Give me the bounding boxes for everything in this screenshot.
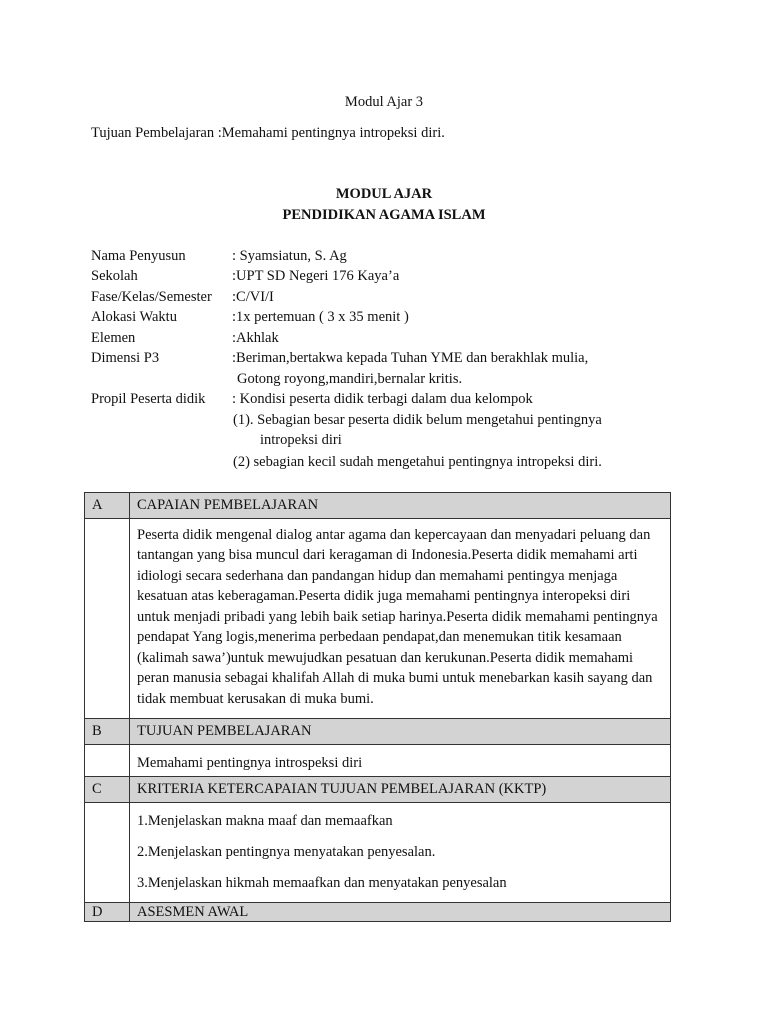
propil-group-2: (2) sebagian kecil sudah mengetahui pentingnya intropeksi diri. <box>233 454 602 470</box>
section-title: KRITERIA KETERCAPAIAN TUJUAN PEMBELAJARAN (KKTP) <box>130 777 671 803</box>
section-title: CAPAIAN PEMBELAJARAN <box>130 493 671 519</box>
info-value-fase: :C/VI/I <box>232 289 274 305</box>
heading-subject: PENDIDIKAN AGAMA ISLAM <box>282 207 486 223</box>
info-value-propil: : Kondisi peserta didik terbagi dalam dua kelompok <box>232 391 533 407</box>
section-a-body <box>85 518 671 719</box>
section-b-body <box>85 744 671 777</box>
section-b-header <box>85 719 671 745</box>
section-c-header <box>85 777 671 803</box>
info-label-propil: Propil Peserta didik <box>91 391 206 407</box>
propil-group-1: (1). Sebagian besar peserta didik belum mengetahui pentingnya <box>233 412 602 428</box>
heading-modul-ajar: MODUL AJAR <box>335 186 433 202</box>
info-label-elemen: Elemen <box>91 330 136 346</box>
document-title: Modul Ajar 3 <box>344 94 424 110</box>
section-d-header <box>85 903 671 922</box>
capaian-paragraph: Peserta didik mengenal dialog antar agama dan kepercayaan dan menyadari peluang dan tantangan yang bisa muncul dari keragaman di Indonesia.Peserta didik memahami arti idiologi secara sederhana dan pandangan hidup dan memahami pentingya menjaga kesatuan atas keberagaman.Peserta didik juga memahami pentingnya interopeksi diri untuk menjadi pribadi yang lebih baik setiap harinya.Peserta didik memahami pentingnya pendapat Yang logis,menerima perbedaan pendapat,dan menemukan titik kesamaan (kalimah sawa’)untuk mewujudkan pesatuan dan kerukunan.Peserta didik memahami peran manusia sebagai khalifah Allah di muka bumi untuk menebarkan kasih sayang dan tidak membuat kerusakan di muka bumi. <box>130 518 671 719</box>
kktp-item: 1.Menjelaskan makna maaf dan memaafkan <box>137 812 393 829</box>
info-label-fase: Fase/Kelas/Semester <box>91 289 212 305</box>
section-c-body <box>85 802 671 903</box>
info-value-dimensi-p3-cont: Gotong royong,mandiri,bernalar kritis. <box>237 371 463 387</box>
kktp-item: 2.Menjelaskan pentingnya menyatakan penyesalan. <box>137 843 436 860</box>
section-letter: C <box>85 777 130 803</box>
info-label-dimensi-p3: Dimensi P3 <box>91 350 160 366</box>
info-value-sekolah: :UPT SD Negeri 176 Kaya’a <box>232 268 400 284</box>
tujuan-text: Memahami pentingnya introspeksi diri <box>130 744 671 777</box>
info-label-alokasi-waktu: Alokasi Waktu <box>91 309 177 325</box>
kktp-item: 3.Menjelaskan hikmah memaafkan dan menyatakan penyesalan <box>137 874 507 891</box>
propil-group-1-cont: intropeksi diri <box>260 432 342 448</box>
section-letter: D <box>85 903 130 922</box>
info-value-dimensi-p3: :Beriman,bertakwa kepada Tuhan YME dan berakhlak mulia, <box>232 350 589 366</box>
section-letter: A <box>85 493 130 519</box>
info-label-sekolah: Sekolah <box>91 268 138 284</box>
learning-objective-line: Tujuan Pembelajaran :Memahami pentingnya intropeksi diri. <box>91 125 445 141</box>
info-value-nama-penyusun: : Syamsiatun, S. Ag <box>232 248 347 264</box>
section-title: ASESMEN AWAL <box>130 903 671 922</box>
section-a-header <box>85 493 671 519</box>
info-value-alokasi-waktu: :1x pertemuan ( 3 x 35 menit ) <box>232 309 409 325</box>
info-label-nama-penyusun: Nama Penyusun <box>91 248 186 264</box>
section-title: TUJUAN PEMBELAJARAN <box>130 719 671 745</box>
section-letter: B <box>85 719 130 745</box>
info-value-elemen: :Akhlak <box>232 330 279 346</box>
module-table <box>84 492 671 922</box>
